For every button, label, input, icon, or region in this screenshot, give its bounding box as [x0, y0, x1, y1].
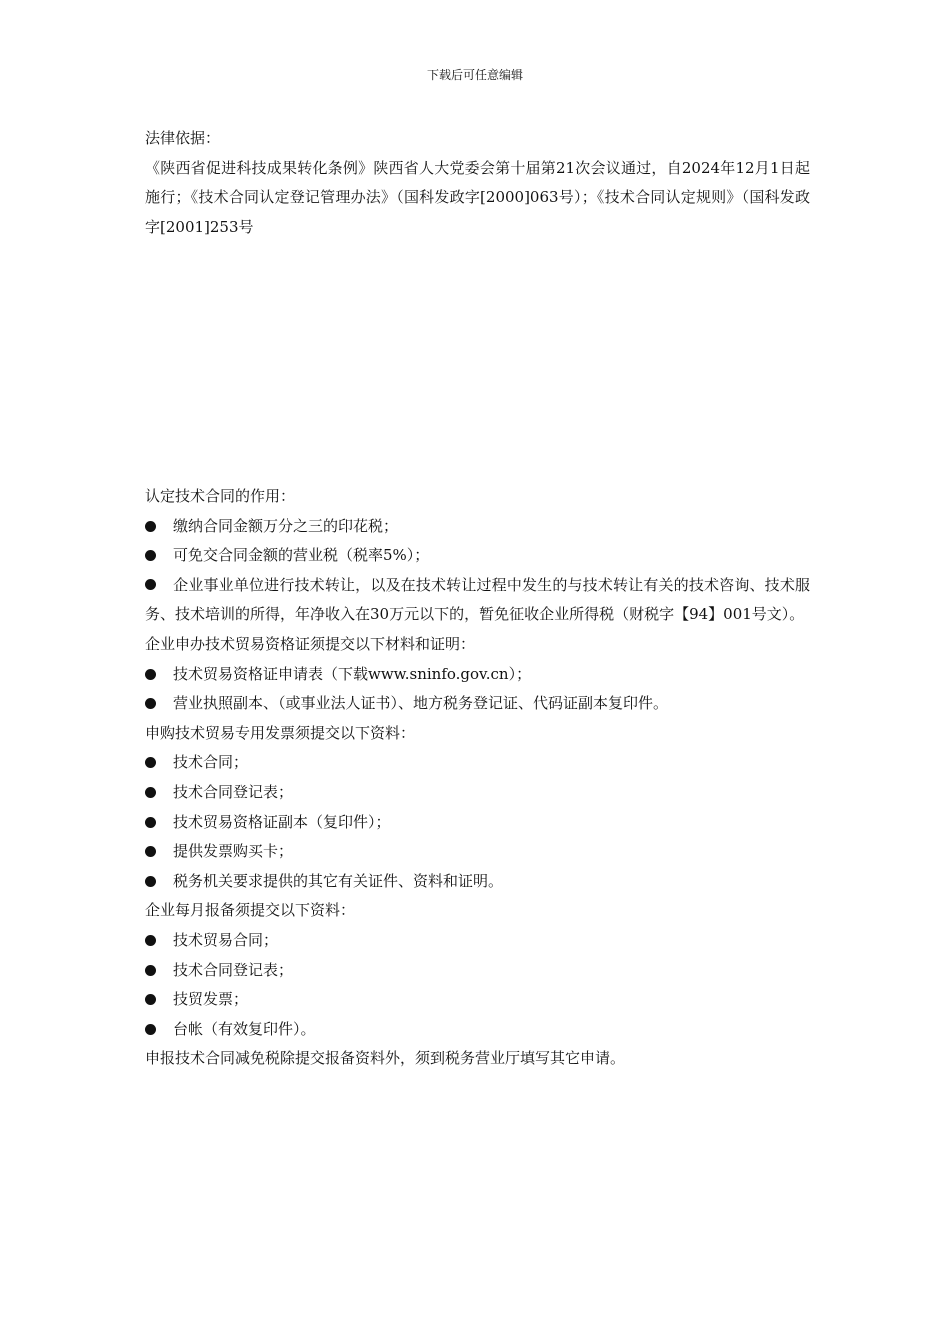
- page-header: 下载后可任意编辑: [426, 68, 523, 82]
- qualification-heading: 企业申办技术贸易资格证须提交以下材料和证明：: [145, 634, 476, 653]
- list-item: 技术合同登记表；: [145, 956, 810, 986]
- list-item: 技术合同；: [145, 748, 810, 778]
- bullet-icon: [145, 550, 156, 561]
- list-item: 可免交合同金额的营业税（税率5%）；: [145, 541, 810, 571]
- bullet-icon: [145, 698, 156, 709]
- bullet-icon: [145, 787, 156, 798]
- bullet-icon: [145, 521, 156, 532]
- list-item: 技术合同登记表；: [145, 778, 810, 808]
- role-heading: 认定技术合同的作用：: [145, 487, 296, 505]
- list-item: 提供发票购买卡；: [145, 837, 810, 867]
- bullet-icon: [145, 757, 156, 768]
- list-item: 企业事业单位进行技术转让，以及在技术转让过程中发生的与技术转让有关的技术咨询、技术服务、技术培训的所得，年净收入在30万元以下的，暂免征收企业所得税（财税字【94】001号文）。: [145, 575, 810, 624]
- main-content: [145, 482, 810, 1074]
- bullet-icon: [145, 669, 156, 680]
- bullet-icon: [145, 1024, 156, 1035]
- list-item: 税务机关要求提供的其它有关证件、资料和证明。: [145, 867, 810, 897]
- legal-basis: [145, 124, 810, 242]
- list-item: 技术贸易合同；: [145, 926, 810, 956]
- bullet-icon: [145, 579, 156, 590]
- list-item: 技术贸易资格证副本（复印件）；: [145, 808, 810, 838]
- list-item: 缴纳合同金额万分之三的印花税；: [145, 512, 810, 542]
- invoice-heading: 申购技术贸易专用发票须提交以下资料：: [145, 723, 416, 742]
- legal-heading: 法律依据：: [145, 129, 221, 147]
- bullet-icon: [145, 817, 156, 828]
- list-item: 技术贸易资格证申请表（下载www.sninfo.gov.cn）；: [145, 660, 810, 690]
- list-item: 技贸发票；: [145, 985, 810, 1015]
- bullet-icon: [145, 965, 156, 976]
- list-item: 台帐（有效复印件）。: [145, 1015, 810, 1045]
- bullet-icon: [145, 935, 156, 946]
- bullet-icon: [145, 994, 156, 1005]
- legal-body: 《陕西省促进科技成果转化条例》陕西省人大党委会第十届第21次会议通过，自2024年12月1日起施行；《技术合同认定登记管理办法》（国科发政字[2000]063号）；《技术合同认定规则》（国科发政字[2001]253号: [145, 158, 810, 236]
- bullet-icon: [145, 846, 156, 857]
- list-item: 营业执照副本、（或事业法人证书）、地方税务登记证、代码证副本复印件。: [145, 689, 810, 719]
- bullet-icon: [145, 876, 156, 887]
- closing-note: 申报技术合同减免税除提交报备资料外，须到税务营业厅填写其它申请。: [145, 1049, 626, 1068]
- monthly-heading: 企业每月报备须提交以下资料：: [145, 901, 356, 920]
